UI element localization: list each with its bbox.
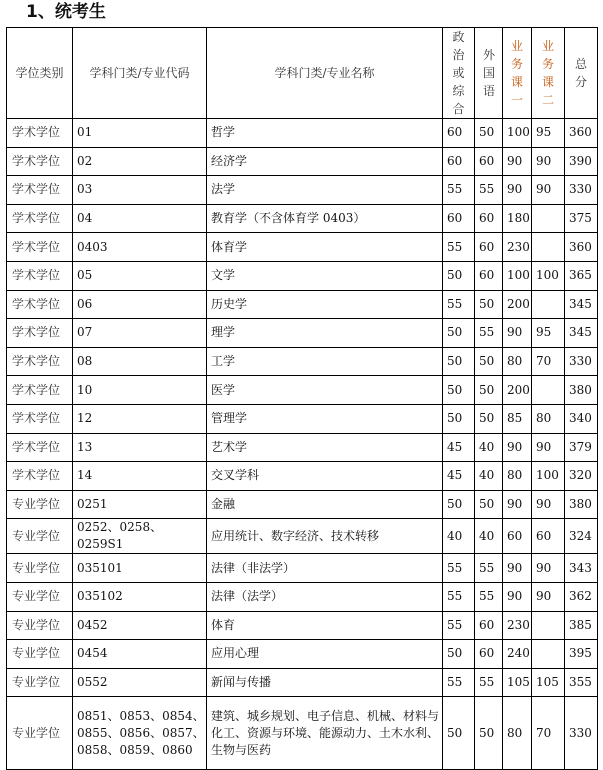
cell-course-1: 80: [503, 462, 532, 491]
cell-code: 08: [73, 347, 207, 376]
cell-course-2: [532, 611, 565, 640]
table-row: [7, 376, 598, 405]
cell-course-1: 230: [503, 611, 532, 640]
cell-degree-type: 学术学位: [7, 376, 73, 405]
cell-total: 380: [565, 490, 598, 519]
cell-name: 金融: [207, 490, 443, 519]
col-code: 学科门类/专业代码: [73, 28, 207, 119]
col-degree-type: 学位类别: [7, 28, 73, 119]
cell-politics: 55: [443, 611, 475, 640]
cell-course-1: 200: [503, 290, 532, 319]
table-row: [7, 290, 598, 319]
cell-code: 035101: [73, 554, 207, 583]
cell-degree-type: 学术学位: [7, 433, 73, 462]
cell-foreign-language: 55: [475, 319, 503, 348]
cell-code: 0851、0853、0854、0855、0856、0857、0858、0859、0860: [73, 697, 207, 770]
cell-course-1: 80: [503, 697, 532, 770]
col-course-2: 业务课二: [532, 28, 565, 119]
score-table: [6, 27, 598, 770]
cell-degree-type: 学术学位: [7, 204, 73, 233]
cell-foreign-language: 40: [475, 462, 503, 491]
cell-code: 03: [73, 176, 207, 205]
cell-course-1: 200: [503, 376, 532, 405]
cell-total: 330: [565, 347, 598, 376]
cell-course-2: [532, 233, 565, 262]
cell-course-2: [532, 204, 565, 233]
cell-name: 法律（非法学）: [207, 554, 443, 583]
cell-total: 360: [565, 119, 598, 148]
table-row: [7, 176, 598, 205]
cell-total: 362: [565, 582, 598, 611]
col-total: 总分: [565, 28, 598, 119]
cell-politics: 50: [443, 697, 475, 770]
table-row: [7, 147, 598, 176]
cell-course-2: 70: [532, 347, 565, 376]
cell-code: 12: [73, 404, 207, 433]
cell-politics: 55: [443, 668, 475, 697]
cell-politics: 60: [443, 147, 475, 176]
cell-politics: 55: [443, 233, 475, 262]
cell-politics: 55: [443, 290, 475, 319]
cell-code: 0403: [73, 233, 207, 262]
cell-name: 医学: [207, 376, 443, 405]
cell-foreign-language: 60: [475, 147, 503, 176]
table-row: [7, 611, 598, 640]
table-row: [7, 668, 598, 697]
cell-name: 文学: [207, 261, 443, 290]
cell-code: 13: [73, 433, 207, 462]
table-row: [7, 261, 598, 290]
cell-degree-type: 学术学位: [7, 233, 73, 262]
cell-foreign-language: 55: [475, 668, 503, 697]
table-row: [7, 554, 598, 583]
cell-course-1: 240: [503, 640, 532, 669]
table-row: [7, 582, 598, 611]
cell-name: 艺术学: [207, 433, 443, 462]
cell-politics: 45: [443, 462, 475, 491]
table-row: [7, 204, 598, 233]
cell-course-1: 100: [503, 261, 532, 290]
cell-foreign-language: 60: [475, 261, 503, 290]
cell-name: 新闻与传播: [207, 668, 443, 697]
cell-degree-type: 专业学位: [7, 611, 73, 640]
cell-foreign-language: 50: [475, 347, 503, 376]
cell-course-1: 90: [503, 582, 532, 611]
table-row: [7, 490, 598, 519]
cell-course-1: 85: [503, 404, 532, 433]
cell-total: 345: [565, 290, 598, 319]
cell-foreign-language: 55: [475, 176, 503, 205]
cell-course-1: 90: [503, 176, 532, 205]
cell-politics: 50: [443, 640, 475, 669]
cell-name: 经济学: [207, 147, 443, 176]
cell-course-1: 105: [503, 668, 532, 697]
cell-politics: 50: [443, 319, 475, 348]
cell-course-2: 100: [532, 261, 565, 290]
cell-code: 05: [73, 261, 207, 290]
cell-politics: 40: [443, 519, 475, 554]
cell-course-2: 80: [532, 404, 565, 433]
cell-degree-type: 专业学位: [7, 582, 73, 611]
cell-total: 355: [565, 668, 598, 697]
cell-course-1: 90: [503, 490, 532, 519]
cell-course-2: 60: [532, 519, 565, 554]
table-row: [7, 519, 598, 554]
cell-course-2: 90: [532, 176, 565, 205]
cell-total: 360: [565, 233, 598, 262]
section-heading: 1、统考生: [26, 2, 106, 22]
cell-total: 320: [565, 462, 598, 491]
cell-degree-type: 专业学位: [7, 668, 73, 697]
col-politics: 政治或综合: [443, 28, 475, 119]
cell-code: 0251: [73, 490, 207, 519]
cell-politics: 60: [443, 119, 475, 148]
cell-name: 管理学: [207, 404, 443, 433]
cell-foreign-language: 60: [475, 640, 503, 669]
cell-total: 340: [565, 404, 598, 433]
cell-degree-type: 专业学位: [7, 640, 73, 669]
cell-degree-type: 学术学位: [7, 462, 73, 491]
cell-name: 法学: [207, 176, 443, 205]
cell-course-2: [532, 640, 565, 669]
cell-politics: 50: [443, 490, 475, 519]
cell-code: 07: [73, 319, 207, 348]
cell-degree-type: 学术学位: [7, 347, 73, 376]
cell-course-1: 180: [503, 204, 532, 233]
cell-foreign-language: 40: [475, 519, 503, 554]
cell-degree-type: 学术学位: [7, 147, 73, 176]
cell-name: 法律（法学）: [207, 582, 443, 611]
cell-code: 01: [73, 119, 207, 148]
cell-course-2: 95: [532, 119, 565, 148]
cell-code: 04: [73, 204, 207, 233]
cell-politics: 55: [443, 176, 475, 205]
cell-degree-type: 专业学位: [7, 519, 73, 554]
cell-name: 工学: [207, 347, 443, 376]
cell-name: 建筑、城乡规划、电子信息、机械、材料与化工、资源与环境、能源动力、土木水利、生物与医药: [207, 697, 443, 770]
cell-code: 06: [73, 290, 207, 319]
cell-course-1: 90: [503, 433, 532, 462]
cell-code: 0552: [73, 668, 207, 697]
cell-course-1: 90: [503, 147, 532, 176]
cell-politics: 50: [443, 347, 475, 376]
table-row: [7, 433, 598, 462]
cell-course-2: 105: [532, 668, 565, 697]
cell-total: 379: [565, 433, 598, 462]
cell-foreign-language: 50: [475, 490, 503, 519]
cell-degree-type: 专业学位: [7, 554, 73, 583]
cell-foreign-language: 55: [475, 554, 503, 583]
table-row: [7, 233, 598, 262]
cell-degree-type: 学术学位: [7, 176, 73, 205]
cell-total: 343: [565, 554, 598, 583]
cell-total: 390: [565, 147, 598, 176]
cell-total: 330: [565, 697, 598, 770]
cell-name: 理学: [207, 319, 443, 348]
cell-course-1: 60: [503, 519, 532, 554]
cell-foreign-language: 55: [475, 582, 503, 611]
cell-degree-type: 学术学位: [7, 290, 73, 319]
cell-degree-type: 学术学位: [7, 319, 73, 348]
cell-foreign-language: 50: [475, 376, 503, 405]
cell-course-2: [532, 290, 565, 319]
col-name: 学科门类/专业名称: [207, 28, 443, 119]
cell-code: 10: [73, 376, 207, 405]
cell-course-2: 100: [532, 462, 565, 491]
cell-total: 365: [565, 261, 598, 290]
cell-code: 14: [73, 462, 207, 491]
cell-degree-type: 学术学位: [7, 404, 73, 433]
cell-name: 体育: [207, 611, 443, 640]
cell-name: 哲学: [207, 119, 443, 148]
cell-code: 02: [73, 147, 207, 176]
table-row: [7, 119, 598, 148]
cell-course-2: 70: [532, 697, 565, 770]
table-row: [7, 697, 598, 770]
cell-name: 应用统计、数字经济、技术转移: [207, 519, 443, 554]
cell-degree-type: 专业学位: [7, 490, 73, 519]
cell-politics: 55: [443, 554, 475, 583]
cell-total: 375: [565, 204, 598, 233]
cell-degree-type: 专业学位: [7, 697, 73, 770]
cell-foreign-language: 60: [475, 204, 503, 233]
header-row: [7, 28, 598, 119]
cell-course-2: 90: [532, 147, 565, 176]
table-row: [7, 640, 598, 669]
cell-foreign-language: 60: [475, 233, 503, 262]
col-foreign-language: 外国语: [475, 28, 503, 119]
cell-politics: 45: [443, 433, 475, 462]
cell-course-1: 100: [503, 119, 532, 148]
cell-course-2: 95: [532, 319, 565, 348]
cell-course-1: 80: [503, 347, 532, 376]
col-course-1: 业务课一: [503, 28, 532, 119]
cell-course-2: [532, 376, 565, 405]
cell-politics: 50: [443, 404, 475, 433]
table-row: [7, 319, 598, 348]
cell-foreign-language: 50: [475, 404, 503, 433]
cell-code: 0454: [73, 640, 207, 669]
cell-name: 应用心理: [207, 640, 443, 669]
cell-name: 教育学（不含体育学 0403）: [207, 204, 443, 233]
cell-course-1: 90: [503, 319, 532, 348]
cell-name: 历史学: [207, 290, 443, 319]
cell-foreign-language: 60: [475, 611, 503, 640]
table-row: [7, 462, 598, 491]
cell-total: 345: [565, 319, 598, 348]
cell-politics: 50: [443, 261, 475, 290]
cell-course-2: 90: [532, 490, 565, 519]
cell-course-2: 90: [532, 582, 565, 611]
cell-foreign-language: 40: [475, 433, 503, 462]
cell-politics: 55: [443, 582, 475, 611]
cell-total: 395: [565, 640, 598, 669]
cell-course-2: 90: [532, 554, 565, 583]
cell-code: 035102: [73, 582, 207, 611]
cell-name: 体育学: [207, 233, 443, 262]
cell-degree-type: 学术学位: [7, 261, 73, 290]
cell-degree-type: 学术学位: [7, 119, 73, 148]
cell-code: 0452: [73, 611, 207, 640]
cell-name: 交叉学科: [207, 462, 443, 491]
cell-foreign-language: 50: [475, 119, 503, 148]
cell-course-2: 90: [532, 433, 565, 462]
cell-foreign-language: 50: [475, 290, 503, 319]
cell-course-1: 90: [503, 554, 532, 583]
cell-total: 330: [565, 176, 598, 205]
table-row: [7, 404, 598, 433]
cell-foreign-language: 50: [475, 697, 503, 770]
cell-course-1: 230: [503, 233, 532, 262]
cell-politics: 60: [443, 204, 475, 233]
cell-total: 380: [565, 376, 598, 405]
cell-total: 385: [565, 611, 598, 640]
cell-total: 324: [565, 519, 598, 554]
cell-code: 0252、0258、0259S1: [73, 519, 207, 554]
cell-politics: 50: [443, 376, 475, 405]
table-row: [7, 347, 598, 376]
